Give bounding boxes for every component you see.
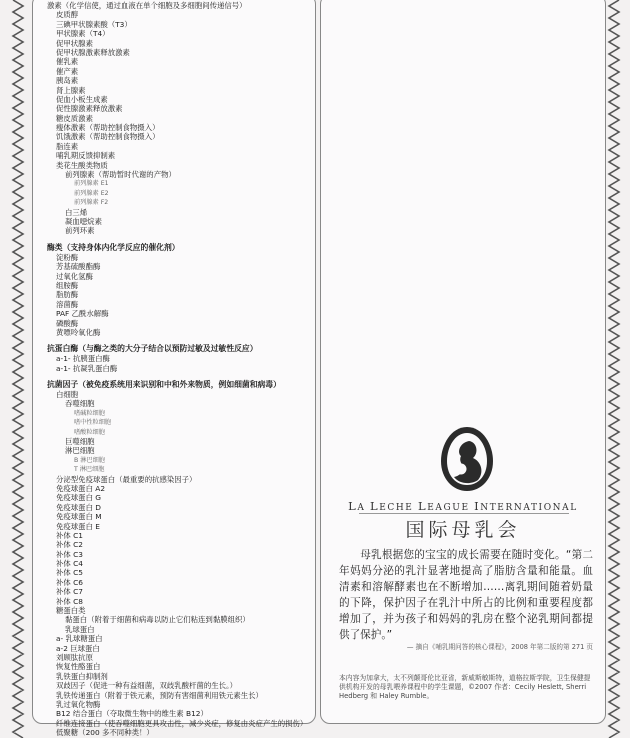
list-item: 补体 C2 <box>56 540 83 550</box>
org-name-cn: 国际母乳会 <box>405 519 521 541</box>
list-item: 前列腺素（帮助暂时代谢的产物） <box>65 170 176 180</box>
lli-info-panel <box>320 0 606 724</box>
list-item: 过氧化氢酶 <box>56 271 93 281</box>
list-item: 促性腺激素释放激素 <box>56 104 123 114</box>
list-item: 纤维连接蛋白（使吞噬细胞更具攻击性，减少炎症，修复由炎症产生的损伤） <box>56 718 308 728</box>
list-item: 补体 C8 <box>56 596 83 606</box>
list-item: 促甲状腺激素释放激素 <box>56 47 130 57</box>
components-list <box>47 1 309 738</box>
list-item: 补体 C6 <box>56 577 83 587</box>
components-list-panel <box>32 0 316 738</box>
list-item: 凝血噁烷素 <box>65 216 102 226</box>
list-item: 磷酸酶 <box>56 318 79 328</box>
list-item: PAF 乙酰水解酶 <box>56 309 109 319</box>
scalloped-border-right <box>606 0 622 738</box>
section-heading: 酶类（支持身体内化学反应的催化剂） <box>47 242 180 252</box>
list-item: 糖皮质激素 <box>56 113 93 123</box>
list-item: a-1- 抗胰蛋白酶 <box>56 354 110 364</box>
list-item: 促血小板生成素 <box>56 94 108 104</box>
list-item: 前列腺素 E1 <box>74 180 109 188</box>
list-item: 甲状腺素（T4） <box>56 29 110 39</box>
list-item: 补体 C4 <box>56 559 83 569</box>
list-item: a- 乳球糖蛋白 <box>56 634 103 644</box>
list-item: 三碘甲状腺素酸（T3） <box>56 19 132 29</box>
list-item: 脂连素 <box>56 141 79 151</box>
list-item: 饥饿激素（帮助控制食物摄入） <box>56 132 160 142</box>
list-item: 类花生酸类物质 <box>56 160 108 170</box>
footer-note: 本内容为加拿大，太不列颠哥伦比亚省，新威斯敏斯特，道格拉斯学院，卫生保健提供机构开发的母乳喂养课程中的学生课题，©2007 作者：Cecily Heslett, Sherri Hedberg 和 Haley Rumble。 <box>339 674 591 700</box>
list-item: 分泌型免疫球蛋白（最重要的抗感染因子） <box>56 474 197 484</box>
list-item: 刘顾肽抗原 <box>56 653 93 662</box>
section-heading: 抗菌因子（被免疫系统用来识别和中和外来物质，例如细菌和病毒） <box>47 380 281 390</box>
list-item: 前列腺素 F2 <box>74 199 109 207</box>
list-item: 促甲状腺素 <box>56 38 93 48</box>
list-item: 淀粉酶 <box>56 252 79 262</box>
list-item: 白细胞 <box>56 390 79 400</box>
list-item: 淋巴细胞 <box>65 446 95 456</box>
brand-divider <box>359 513 569 514</box>
list-item: 肾上腺素 <box>56 85 86 95</box>
list-item: 催乳素 <box>56 57 79 67</box>
list-item: 脂肪酶 <box>56 290 79 300</box>
list-item: 前列环素 <box>65 226 95 236</box>
quote-source: — 摘自《哺乳期问答的核心课程》，2008 年第二版的第 271 页 <box>406 643 593 651</box>
list-item: 催产素 <box>56 66 79 76</box>
brand-name-en: LA LECHE LEAGUE INTERNATIONAL <box>348 499 578 513</box>
list-item: 补体 C3 <box>56 549 83 559</box>
list-item: 补体 C5 <box>56 568 83 578</box>
list-item: 恢复性酪蛋白 <box>56 662 101 672</box>
list-item: B12 结合蛋白（夺取微生物中的维生素 B12） <box>56 709 208 719</box>
list-item: 乳铁蛋白抑制剂 <box>56 671 108 681</box>
list-item: 免疫球蛋白 E <box>56 521 100 531</box>
list-item: 乳球蛋白 <box>65 624 95 634</box>
list-item: B 淋巴细胞 <box>74 456 105 464</box>
list-item: 糖蛋白类 <box>56 606 86 616</box>
list-item: 芳基硫酸酯酶 <box>56 262 101 272</box>
list-item: 巨噬细胞 <box>65 437 95 447</box>
list-item: 乳过氧化物酶 <box>56 699 101 709</box>
list-item: 双歧因子（促进一种有益细菌，双歧乳酸杆菌的生长。） <box>56 681 238 691</box>
list-item: 激素（化学信使，通过血液在单个细胞及多细胞间传递信号） <box>47 1 247 10</box>
list-item: 皮质醇 <box>56 10 79 20</box>
list-item: 免疫球蛋白 D <box>56 502 101 512</box>
list-item: 补体 C7 <box>56 587 83 597</box>
list-item: 嗜碱粒细胞 <box>74 409 105 417</box>
list-item: 免疫球蛋白 G <box>56 493 102 503</box>
list-item: 免疫球蛋白 A2 <box>56 483 106 493</box>
list-item: T 淋巴细胞 <box>74 466 105 474</box>
quote-paragraph: 母乳根据您的宝宝的成长需要在随时变化。“第二年妈妈分泌的乳汁显著地提高了脂肪含量和能量。血清素和溶解酵素也在不断增加……离乳期间随着奶量的下降，保护因子在乳汁中所占的比例和重要程度都增加了，并为孩子和妈妈的乳房在整个泌乳期间都提供了保护。” <box>339 549 593 641</box>
list-item: 乳铁传递蛋白（附着于铁元素，预防有害细菌利用铁元素生长） <box>56 690 263 700</box>
list-item: 哺乳期反馈抑制素 <box>56 151 116 161</box>
list-item: 前列腺素 E2 <box>74 189 109 197</box>
list-item: 白三烯 <box>65 207 88 217</box>
list-item: 嗜中性粒细胞 <box>74 419 112 427</box>
list-item: 瘦体激素（帮助控制食物摄入） <box>56 123 160 133</box>
list-item: 嗜酸粒细胞 <box>74 428 105 436</box>
list-item: 黏蛋白（附着于细菌和病毒以防止它们粘连到黏膜组织） <box>65 615 250 625</box>
scalloped-border-left <box>10 0 26 738</box>
la-leche-league-logo <box>437 425 497 493</box>
list-item: 溶菌酶 <box>56 299 79 309</box>
section-heading: 抗蛋白酶（与酶之类的大分子结合以预防过敏及过敏性反应） <box>47 344 258 354</box>
list-item: 低聚糖（200 多不同种类！） <box>56 728 154 738</box>
list-item: 吞噬细胞 <box>65 399 95 409</box>
list-item: a-2 巨球蛋白 <box>56 643 100 653</box>
list-item: 免疫球蛋白 M <box>56 512 102 522</box>
list-item: 补体 C1 <box>56 530 83 540</box>
list-item: 黄嘌呤氧化酶 <box>56 327 101 337</box>
list-item: 胰岛素 <box>56 76 79 86</box>
list-item: a-1- 抗凝乳蛋白酶 <box>56 363 118 373</box>
list-item: 组胺酶 <box>56 280 79 290</box>
